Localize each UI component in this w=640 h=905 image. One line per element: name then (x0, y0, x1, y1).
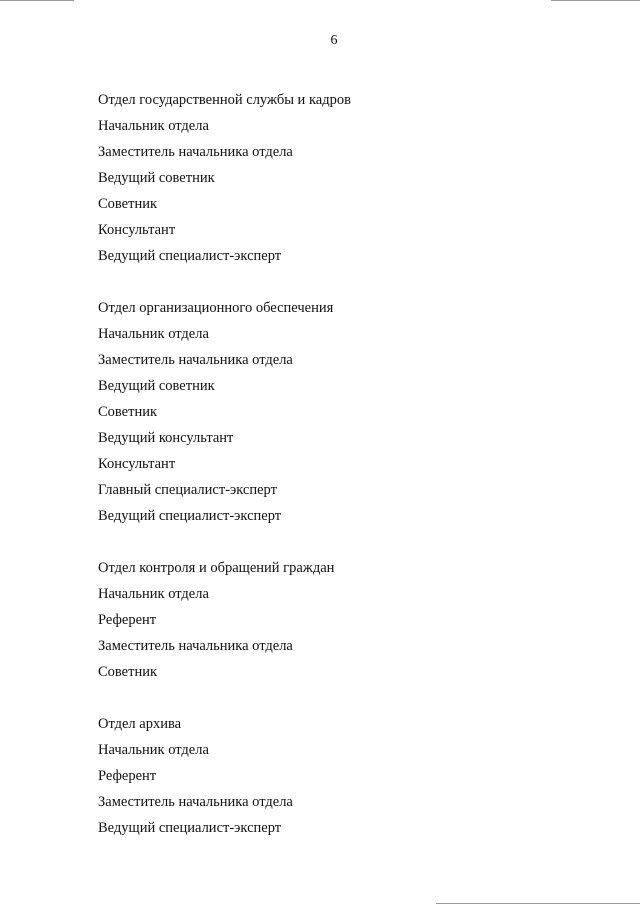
position-item: Заместитель начальника отдела (98, 352, 293, 368)
position-item: Консультант (98, 456, 176, 472)
position-item: Начальник отдела (98, 742, 209, 758)
position-item: Советник (98, 196, 158, 212)
position-item: Ведущий специалист-эксперт (98, 820, 282, 836)
scan-edge-top-left (0, 0, 74, 1)
position-item: Советник (98, 404, 158, 420)
position-item: Заместитель начальника отдела (98, 794, 293, 810)
position-item: Главный специалист-эксперт (98, 482, 277, 498)
position-item: Начальник отдела (98, 586, 209, 602)
department-section (98, 714, 618, 844)
page-number: 6 (330, 33, 338, 48)
position-item: Консультант (98, 222, 176, 238)
department-section (98, 558, 618, 688)
department-heading: Отдел государственной службы и кадров (98, 92, 351, 108)
position-item: Ведущий консультант (98, 430, 234, 446)
document-body (98, 90, 618, 870)
position-item: Заместитель начальника отдела (98, 144, 293, 160)
position-item: Ведущий советник (98, 378, 215, 394)
department-heading: Отдел организационного обеспечения (98, 300, 334, 316)
scan-edge-top-right (551, 0, 640, 1)
position-item: Начальник отдела (98, 118, 209, 134)
department-heading: Отдел архива (98, 716, 182, 732)
position-item: Заместитель начальника отдела (98, 638, 293, 654)
position-item: Ведущий специалист-эксперт (98, 508, 282, 524)
department-section (98, 90, 618, 272)
scan-edge-bottom-right (436, 903, 640, 904)
position-item: Ведущий специалист-эксперт (98, 248, 282, 264)
position-item: Начальник отдела (98, 326, 209, 342)
department-heading: Отдел контроля и обращений граждан (98, 560, 335, 576)
department-section (98, 298, 618, 532)
position-item: Ведущий советник (98, 170, 215, 186)
position-item: Референт (98, 612, 157, 628)
position-item: Советник (98, 664, 158, 680)
position-item: Референт (98, 768, 157, 784)
